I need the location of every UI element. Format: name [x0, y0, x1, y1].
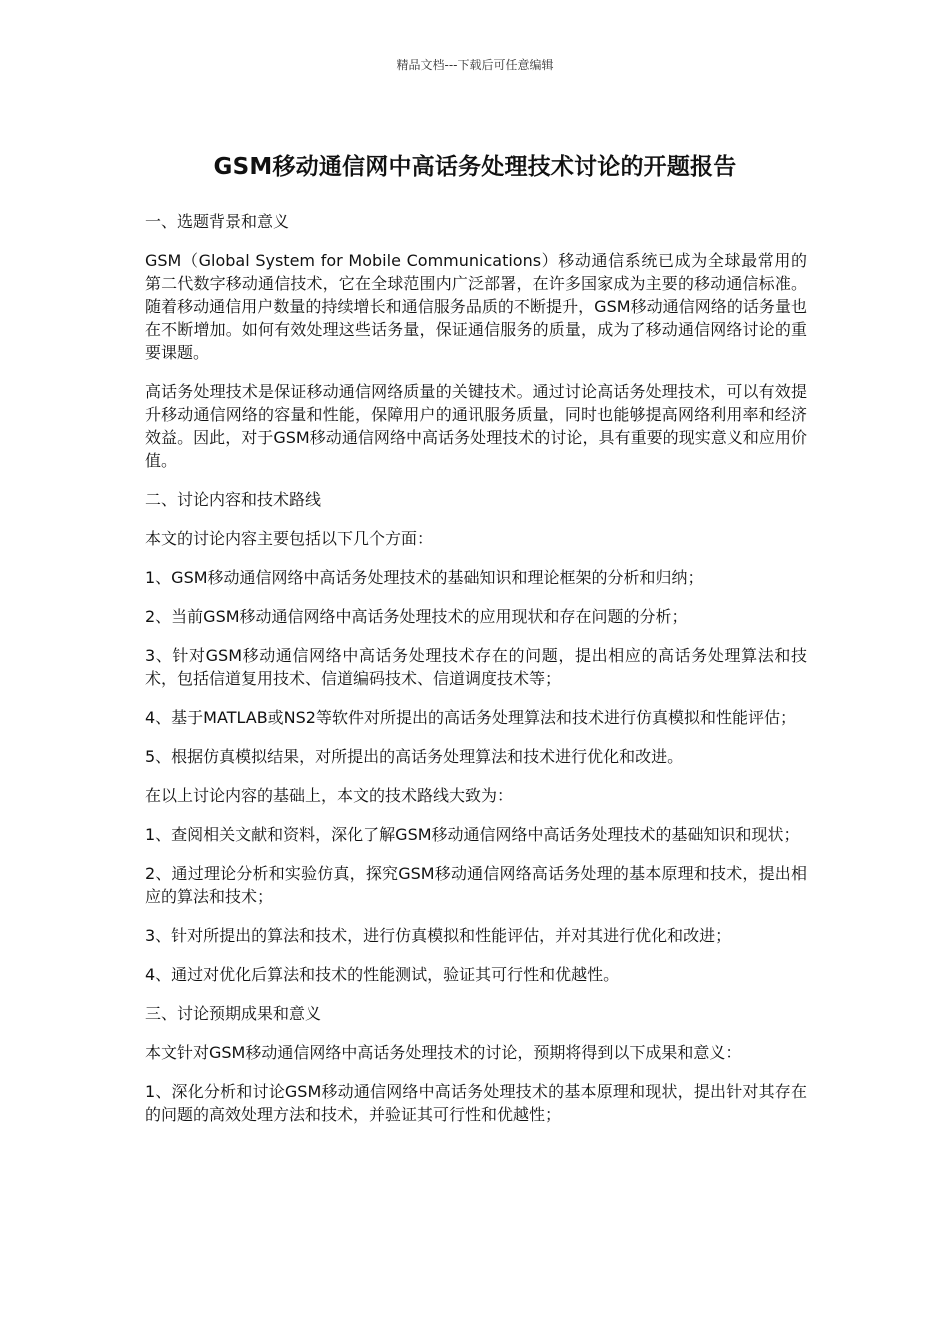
list-item: 3、针对所提出的算法和技术，进行仿真模拟和性能评估，并对其进行优化和改进；: [145, 926, 732, 945]
document-title: GSM移动通信网中高话务处理技术讨论的开题报告: [213, 154, 737, 181]
list-item: 3、针对GSM移动通信网络中高话务处理技术存在的问题，提出相应的高话务处理算法和技术，包括信道复用技术、信道编码技术、信道调度技术等；: [145, 646, 807, 688]
list-item: 4、基于MATLAB或NS2等软件对所提出的高话务处理算法和技术进行仿真模拟和性能评估；: [145, 708, 796, 727]
body-paragraph: 高话务处理技术是保证移动通信网络质量的关键技术。通过讨论高话务处理技术，可以有效提升移动通信网络的容量和性能，保障用户的通讯服务质量，同时也能够提高网络利用率和经济效益。因此，对于GSM移动通信网络中高话务处理技术的讨论，具有重要的现实意义和应用价值。: [145, 382, 807, 470]
list-item: 2、当前GSM移动通信网络中高话务处理技术的应用现状和存在问题的分析；: [145, 607, 688, 626]
body-paragraph: 本文的讨论内容主要包括以下几个方面：: [145, 529, 434, 548]
section-heading-outcomes: 三、讨论预期成果和意义: [145, 1004, 322, 1023]
list-item: 1、深化分析和讨论GSM移动通信网络中高话务处理技术的基本原理和现状，提出针对其存在的问题的高效处理方法和技术，并验证其可行性和优越性；: [145, 1082, 807, 1124]
body-paragraph: 在以上讨论内容的基础上，本文的技术路线大致为：: [145, 786, 514, 805]
body-paragraph: GSM（Global System for Mobile Communications）移动通信系统已成为全球最常用的第二代数字移动通信技术，它在全球范围内广泛部署，在许多国家成为主要的移动通信标准。随着移动通信用户数量的持续增长和通信服务品质的不断提升，GSM移动通信网络的话务量也在不断增加。如何有效处理这些话务量，保证通信服务的质量，成为了移动通信网络讨论的重要课题。: [145, 251, 807, 362]
list-item: 1、GSM移动通信网络中高话务处理技术的基础知识和理论框架的分析和归纳；: [145, 568, 704, 587]
list-item: 1、查阅相关文献和资料，深化了解GSM移动通信网络中高话务处理技术的基础知识和现状；: [145, 825, 800, 844]
page-header: 精品文档---下载后可任意编辑: [396, 58, 554, 72]
list-item: 4、通过对优化后算法和技术的性能测试，验证其可行性和优越性。: [145, 965, 620, 984]
list-item: 5、根据仿真模拟结果，对所提出的高话务处理算法和技术进行优化和改进。: [145, 747, 684, 766]
body-paragraph: 本文针对GSM移动通信网络中高话务处理技术的讨论，预期将得到以下成果和意义：: [145, 1043, 742, 1062]
section-heading-background: 一、选题背景和意义: [145, 212, 290, 231]
section-heading-content: 二、讨论内容和技术路线: [145, 490, 322, 509]
document-body: [145, 210, 807, 1142]
list-item: 2、通过理论分析和实验仿真，探究GSM移动通信网络高话务处理的基本原理和技术，提出相应的算法和技术；: [145, 864, 807, 906]
